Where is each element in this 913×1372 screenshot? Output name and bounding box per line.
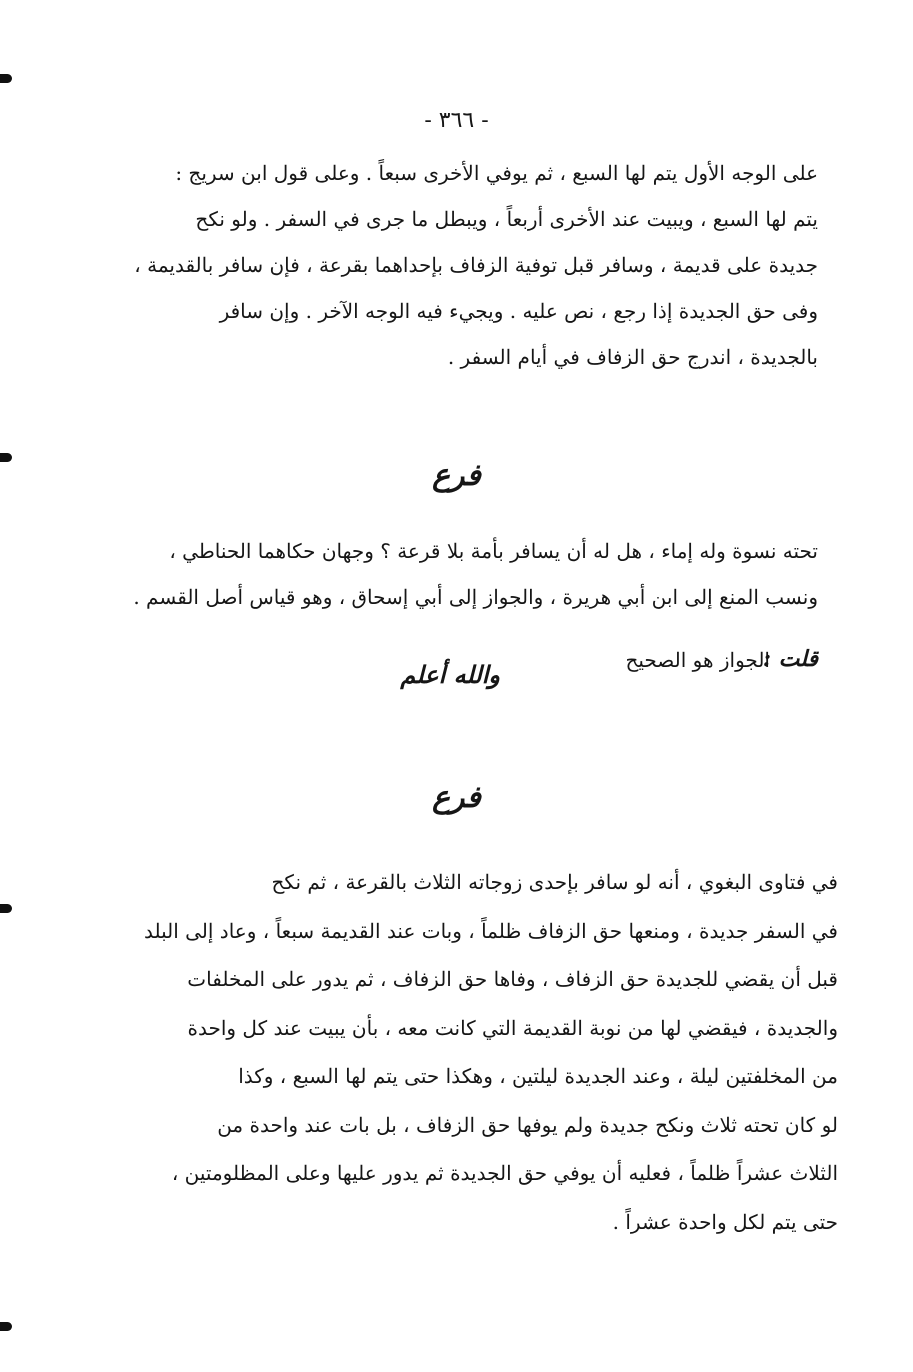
text-line: الثلاث عشراً ظلماً ، فعليه أن يوفي حق الجديدة ثم يدور عليها وعلى المظلومتين ، bbox=[171, 1161, 838, 1185]
note-label: قلت : bbox=[762, 646, 818, 672]
note-text: الجواز هو الصحيح bbox=[625, 648, 770, 672]
margin-binding-mark bbox=[0, 1322, 12, 1331]
text-line: في فتاوى البغوي ، أنه لو سافر بإحدى زوجاته الثلاث بالقرعة ، ثم نكح bbox=[271, 870, 838, 894]
text-line: على الوجه الأول يتم لها السبع ، ثم يوفي الأخرى سبعاً . وعلى قول ابن سريج : bbox=[175, 161, 818, 185]
text-line: يتم لها السبع ، ويبيت عند الأخرى أربعاً ، ويبطل ما جرى في السفر . ولو نكح bbox=[195, 207, 818, 231]
page-number: - ٣٦٦ - bbox=[424, 108, 489, 133]
section-heading: فرع bbox=[432, 458, 481, 493]
margin-binding-mark bbox=[0, 74, 12, 83]
text-line: ونسب المنع إلى ابن أبي هريرة ، والجواز إلى أبي إسحاق ، وهو قياس أصل القسم . bbox=[133, 585, 818, 609]
text-line: من المخلفتين ليلة ، وعند الجديدة ليلتين ، وهكذا حتى يتم لها السبع ، وكذا bbox=[238, 1064, 838, 1088]
text-line: حتى يتم لكل واحدة عشراً . bbox=[612, 1209, 838, 1234]
section-heading: فرع bbox=[432, 780, 481, 815]
editor-note bbox=[98, 642, 818, 722]
text-line: في السفر جديدة ، ومنعها حق الزفاف ظلماً ، وبات عند القديمة سبعاً ، وعاد إلى البلد bbox=[143, 918, 838, 943]
text-line: جديدة على قديمة ، وسافر قبل توفية الزفاف بإحداهما بقرعة ، فإن سافر بالقديمة ، bbox=[134, 253, 818, 277]
paragraph-3 bbox=[78, 858, 838, 1246]
text-line: قبل أن يقضي للجديدة حق الزفاف ، وفاها حق الزفاف ، ثم يدور على المخلفات bbox=[187, 967, 838, 991]
text-line: بالجديدة ، اندرج حق الزفاف في أيام السفر . bbox=[447, 345, 818, 369]
margin-binding-mark bbox=[0, 904, 12, 913]
paragraph-1 bbox=[98, 150, 818, 380]
closing-formula: والله أعلم bbox=[400, 660, 500, 689]
text-line: وفى حق الجديدة إذا رجع ، نص عليه . ويجيء فيه الوجه الآخر . وإن سافر bbox=[219, 299, 818, 323]
text-line: لو كان تحته ثلاث ونكح جديدة ولم يوفها حق الزفاف ، بل بات عند واحدة من bbox=[217, 1112, 838, 1137]
text-line: تحته نسوة وله إماء ، هل له أن يسافر بأمة بلا قرعة ؟ وجهان حكاهما الحناطي ، bbox=[169, 539, 818, 563]
paragraph-2 bbox=[98, 528, 818, 620]
text-line: والجديدة ، فيقضي لها من نوبة القديمة التي كانت معه ، بأن يبيت عند كل واحدة bbox=[187, 1015, 838, 1040]
